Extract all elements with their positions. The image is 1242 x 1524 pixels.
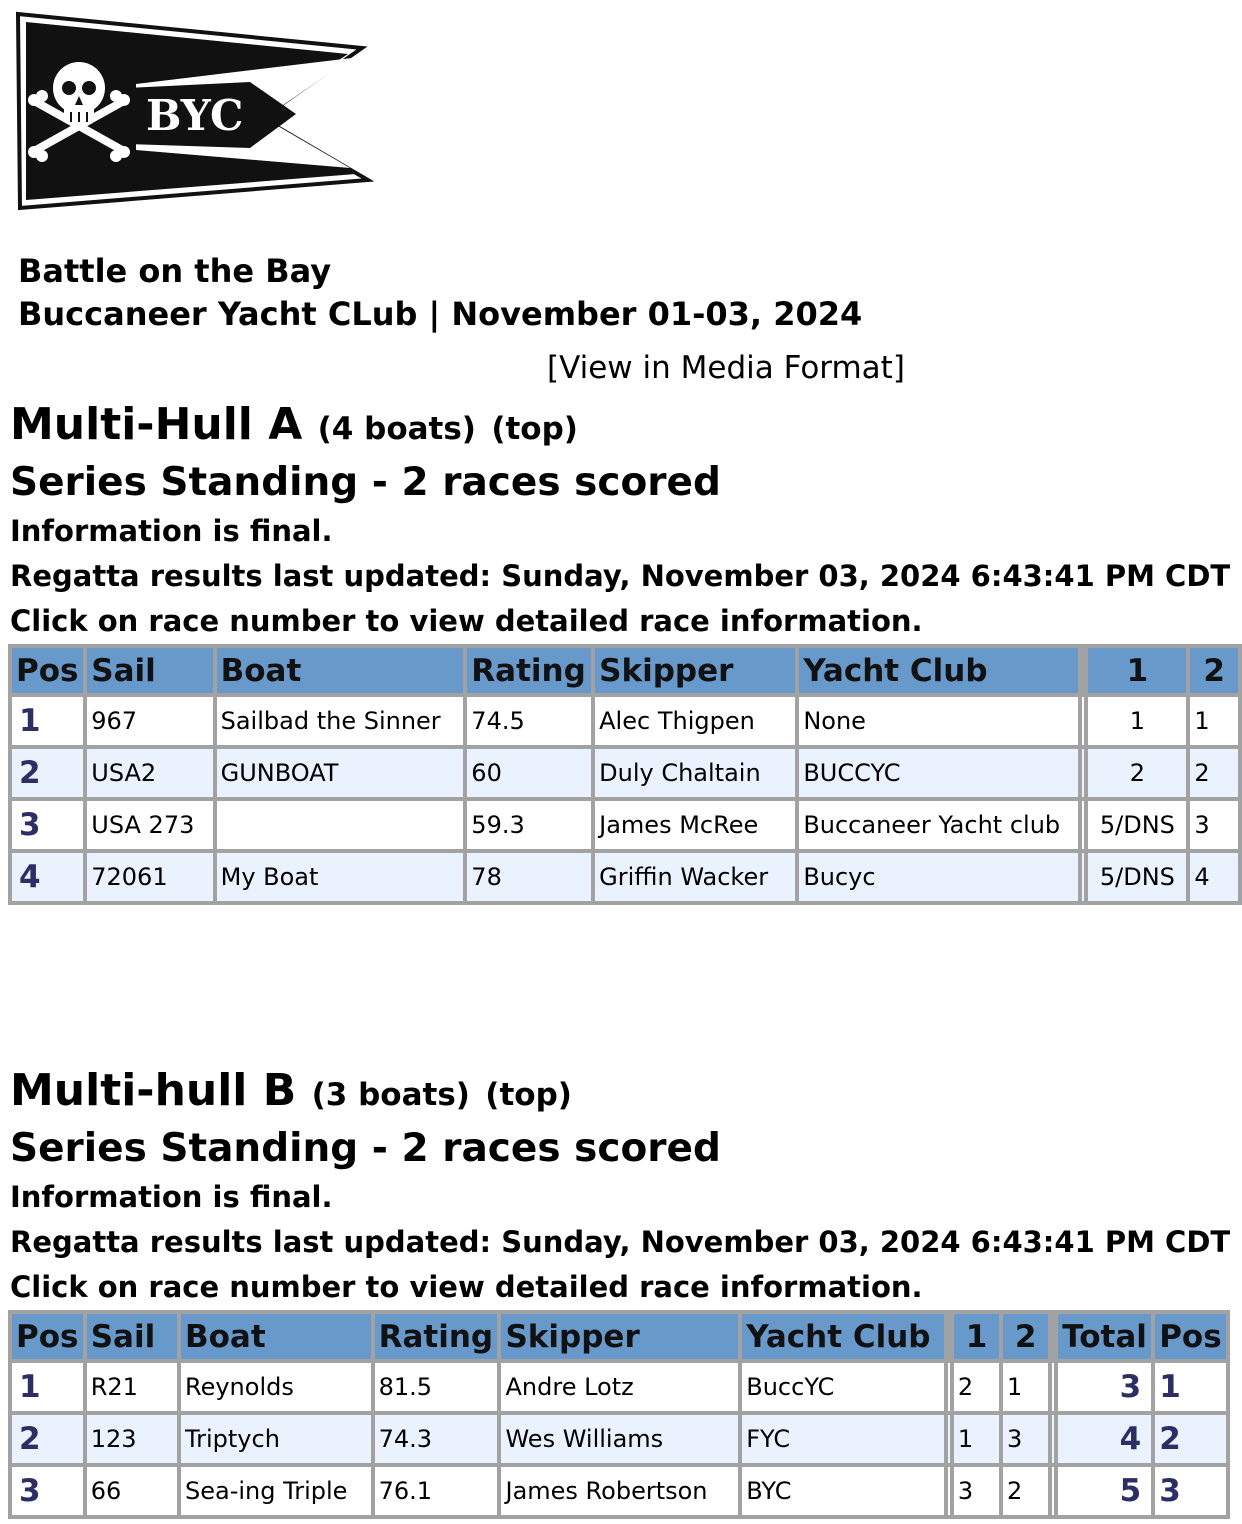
club-cell: Bucyc (799, 853, 1078, 901)
race-2-cell: 4 (1190, 853, 1238, 901)
club-cell: None (799, 697, 1078, 745)
boat-cell: GUNBOAT (217, 749, 464, 797)
rating-cell: 60 (467, 749, 591, 797)
table-row (12, 853, 1238, 901)
pos-cell: 2 (12, 749, 83, 797)
col-pos: Pos (12, 1314, 83, 1359)
pos-cell: 4 (12, 853, 83, 901)
gap-cell (1082, 697, 1084, 745)
table-header-row (12, 648, 1238, 693)
pos-cell: 2 (12, 1415, 83, 1463)
skipper-cell: Duly Chaltain (595, 749, 795, 797)
col-race-1-link[interactable]: 1 (954, 1314, 999, 1359)
skipper-cell: Alec Thigpen (595, 697, 795, 745)
last-updated: Regatta results last updated: Sunday, November 03, 2024 6:43:41 PM CDT (10, 1225, 1231, 1259)
table-row (12, 1415, 1226, 1463)
final-pos-cell: 1 (1155, 1363, 1226, 1411)
rating-cell: 59.3 (467, 801, 591, 849)
class-name: Multi-Hull A (10, 399, 303, 450)
race-2-cell: 2 (1190, 749, 1238, 797)
club-cell: BUCCYC (799, 749, 1078, 797)
col-yacht-club: Yacht Club (742, 1314, 944, 1359)
boat-count: (3 boats) (311, 1077, 470, 1113)
sail-cell: R21 (87, 1363, 177, 1411)
col-rating: Rating (467, 648, 591, 693)
club-cell: Buccaneer Yacht club (799, 801, 1078, 849)
class-a-title (10, 397, 1230, 457)
class-a-results-table (8, 644, 1242, 905)
class-b-title (10, 1063, 1230, 1123)
col-race-2-link[interactable]: 2 (1190, 648, 1238, 693)
race-2-cell: 3 (1003, 1415, 1048, 1463)
race-1-cell: 1 (954, 1415, 999, 1463)
class-name: Multi-hull B (10, 1065, 297, 1116)
race-1-cell: 3 (954, 1467, 999, 1515)
final-pos-cell: 3 (1155, 1467, 1226, 1515)
col-skipper: Skipper (595, 648, 795, 693)
skipper-cell: James Robertson (501, 1467, 738, 1515)
col-skipper: Skipper (501, 1314, 738, 1359)
table-header-row (12, 1314, 1226, 1359)
race-2-cell: 1 (1190, 697, 1238, 745)
series-standing: Series Standing - 2 races scored (10, 1126, 721, 1171)
top-link[interactable]: (top) (491, 411, 578, 447)
col-yacht-club: Yacht Club (799, 648, 1078, 693)
gap-cell (1052, 1415, 1054, 1463)
svg-text:BYC: BYC (146, 91, 244, 140)
col-rating: Rating (375, 1314, 498, 1359)
race-2-cell: 2 (1003, 1467, 1048, 1515)
status-text: Information is final. (10, 514, 333, 548)
event-header (18, 250, 862, 336)
last-updated: Regatta results last updated: Sunday, November 03, 2024 6:43:41 PM CDT (10, 559, 1231, 593)
gap-cell (948, 1363, 950, 1411)
total-cell: 5 (1058, 1467, 1151, 1515)
race-2-cell: 3 (1190, 801, 1238, 849)
event-host-dates: Buccaneer Yacht CLub | November 01-03, 2024 (18, 295, 863, 333)
race-1-cell: 2 (1088, 749, 1186, 797)
race-1-cell: 1 (1088, 697, 1186, 745)
table-row (12, 749, 1238, 797)
sail-cell: 123 (87, 1415, 177, 1463)
series-standing: Series Standing - 2 races scored (10, 460, 721, 505)
pos-cell: 1 (12, 697, 83, 745)
gap-cell (1082, 801, 1084, 849)
rating-cell: 81.5 (375, 1363, 498, 1411)
boat-cell: My Boat (217, 853, 464, 901)
col-gap (948, 1314, 950, 1359)
rating-cell: 78 (467, 853, 591, 901)
club-cell: BuccYC (742, 1363, 944, 1411)
skipper-cell: Andre Lotz (501, 1363, 738, 1411)
race-1-cell: 5/DNS (1088, 853, 1186, 901)
skipper-cell: James McRee (595, 801, 795, 849)
event-name: Battle on the Bay (18, 252, 332, 290)
sail-cell: USA2 (87, 749, 212, 797)
status-text: Information is final. (10, 1180, 333, 1214)
boat-cell: Reynolds (181, 1363, 371, 1411)
rating-cell: 74.5 (467, 697, 591, 745)
col-boat: Boat (217, 648, 464, 693)
boat-cell: Sailbad the Sinner (217, 697, 464, 745)
byc-burgee-logo (14, 10, 374, 212)
rating-cell: 74.3 (375, 1415, 498, 1463)
sail-cell: 66 (87, 1467, 177, 1515)
col-sail: Sail (87, 648, 212, 693)
race-1-cell: 2 (954, 1363, 999, 1411)
view-media-format-link[interactable]: [View in Media Format] (547, 350, 905, 386)
boat-cell: Sea-ing Triple (181, 1467, 371, 1515)
skipper-cell: Griffin Wacker (595, 853, 795, 901)
col-gap (1082, 648, 1084, 693)
race-hint: Click on race number to view detailed race information. (10, 1270, 923, 1304)
table-row (12, 697, 1238, 745)
pos-cell: 1 (12, 1363, 83, 1411)
col-boat: Boat (181, 1314, 371, 1359)
class-b-header (10, 1063, 1230, 1310)
race-2-cell: 1 (1003, 1363, 1048, 1411)
col-gap (1052, 1314, 1054, 1359)
col-race-2-link[interactable]: 2 (1003, 1314, 1048, 1359)
pos-cell: 3 (12, 1467, 83, 1515)
table-row (12, 1467, 1226, 1515)
boat-count: (4 boats) (317, 411, 476, 447)
total-cell: 4 (1058, 1415, 1151, 1463)
col-total: Total (1058, 1314, 1151, 1359)
col-race-1-link[interactable]: 1 (1088, 648, 1186, 693)
sail-cell: USA 273 (87, 801, 212, 849)
gap-cell (1052, 1363, 1054, 1411)
gap-cell (1052, 1467, 1054, 1515)
gap-cell (1082, 749, 1084, 797)
gap-cell (948, 1415, 950, 1463)
gap-cell (948, 1467, 950, 1515)
top-link[interactable]: (top) (485, 1077, 572, 1113)
sail-cell: 967 (87, 697, 212, 745)
race-1-cell: 5/DNS (1088, 801, 1186, 849)
gap-cell (1082, 853, 1084, 901)
col-sail: Sail (87, 1314, 177, 1359)
race-hint: Click on race number to view detailed race information. (10, 604, 923, 638)
club-cell: BYC (742, 1467, 944, 1515)
skipper-cell: Wes Williams (501, 1415, 738, 1463)
club-cell: FYC (742, 1415, 944, 1463)
rating-cell: 76.1 (375, 1467, 498, 1515)
boat-cell (217, 801, 464, 849)
table-row (12, 1363, 1226, 1411)
class-a-header (10, 397, 1230, 644)
col-final-pos: Pos (1155, 1314, 1226, 1359)
class-b-results-table (8, 1310, 1230, 1519)
final-pos-cell: 2 (1155, 1415, 1226, 1463)
col-pos: Pos (12, 648, 83, 693)
boat-cell: Triptych (181, 1415, 371, 1463)
table-row (12, 801, 1238, 849)
sail-cell: 72061 (87, 853, 212, 901)
total-cell: 3 (1058, 1363, 1151, 1411)
pos-cell: 3 (12, 801, 83, 849)
